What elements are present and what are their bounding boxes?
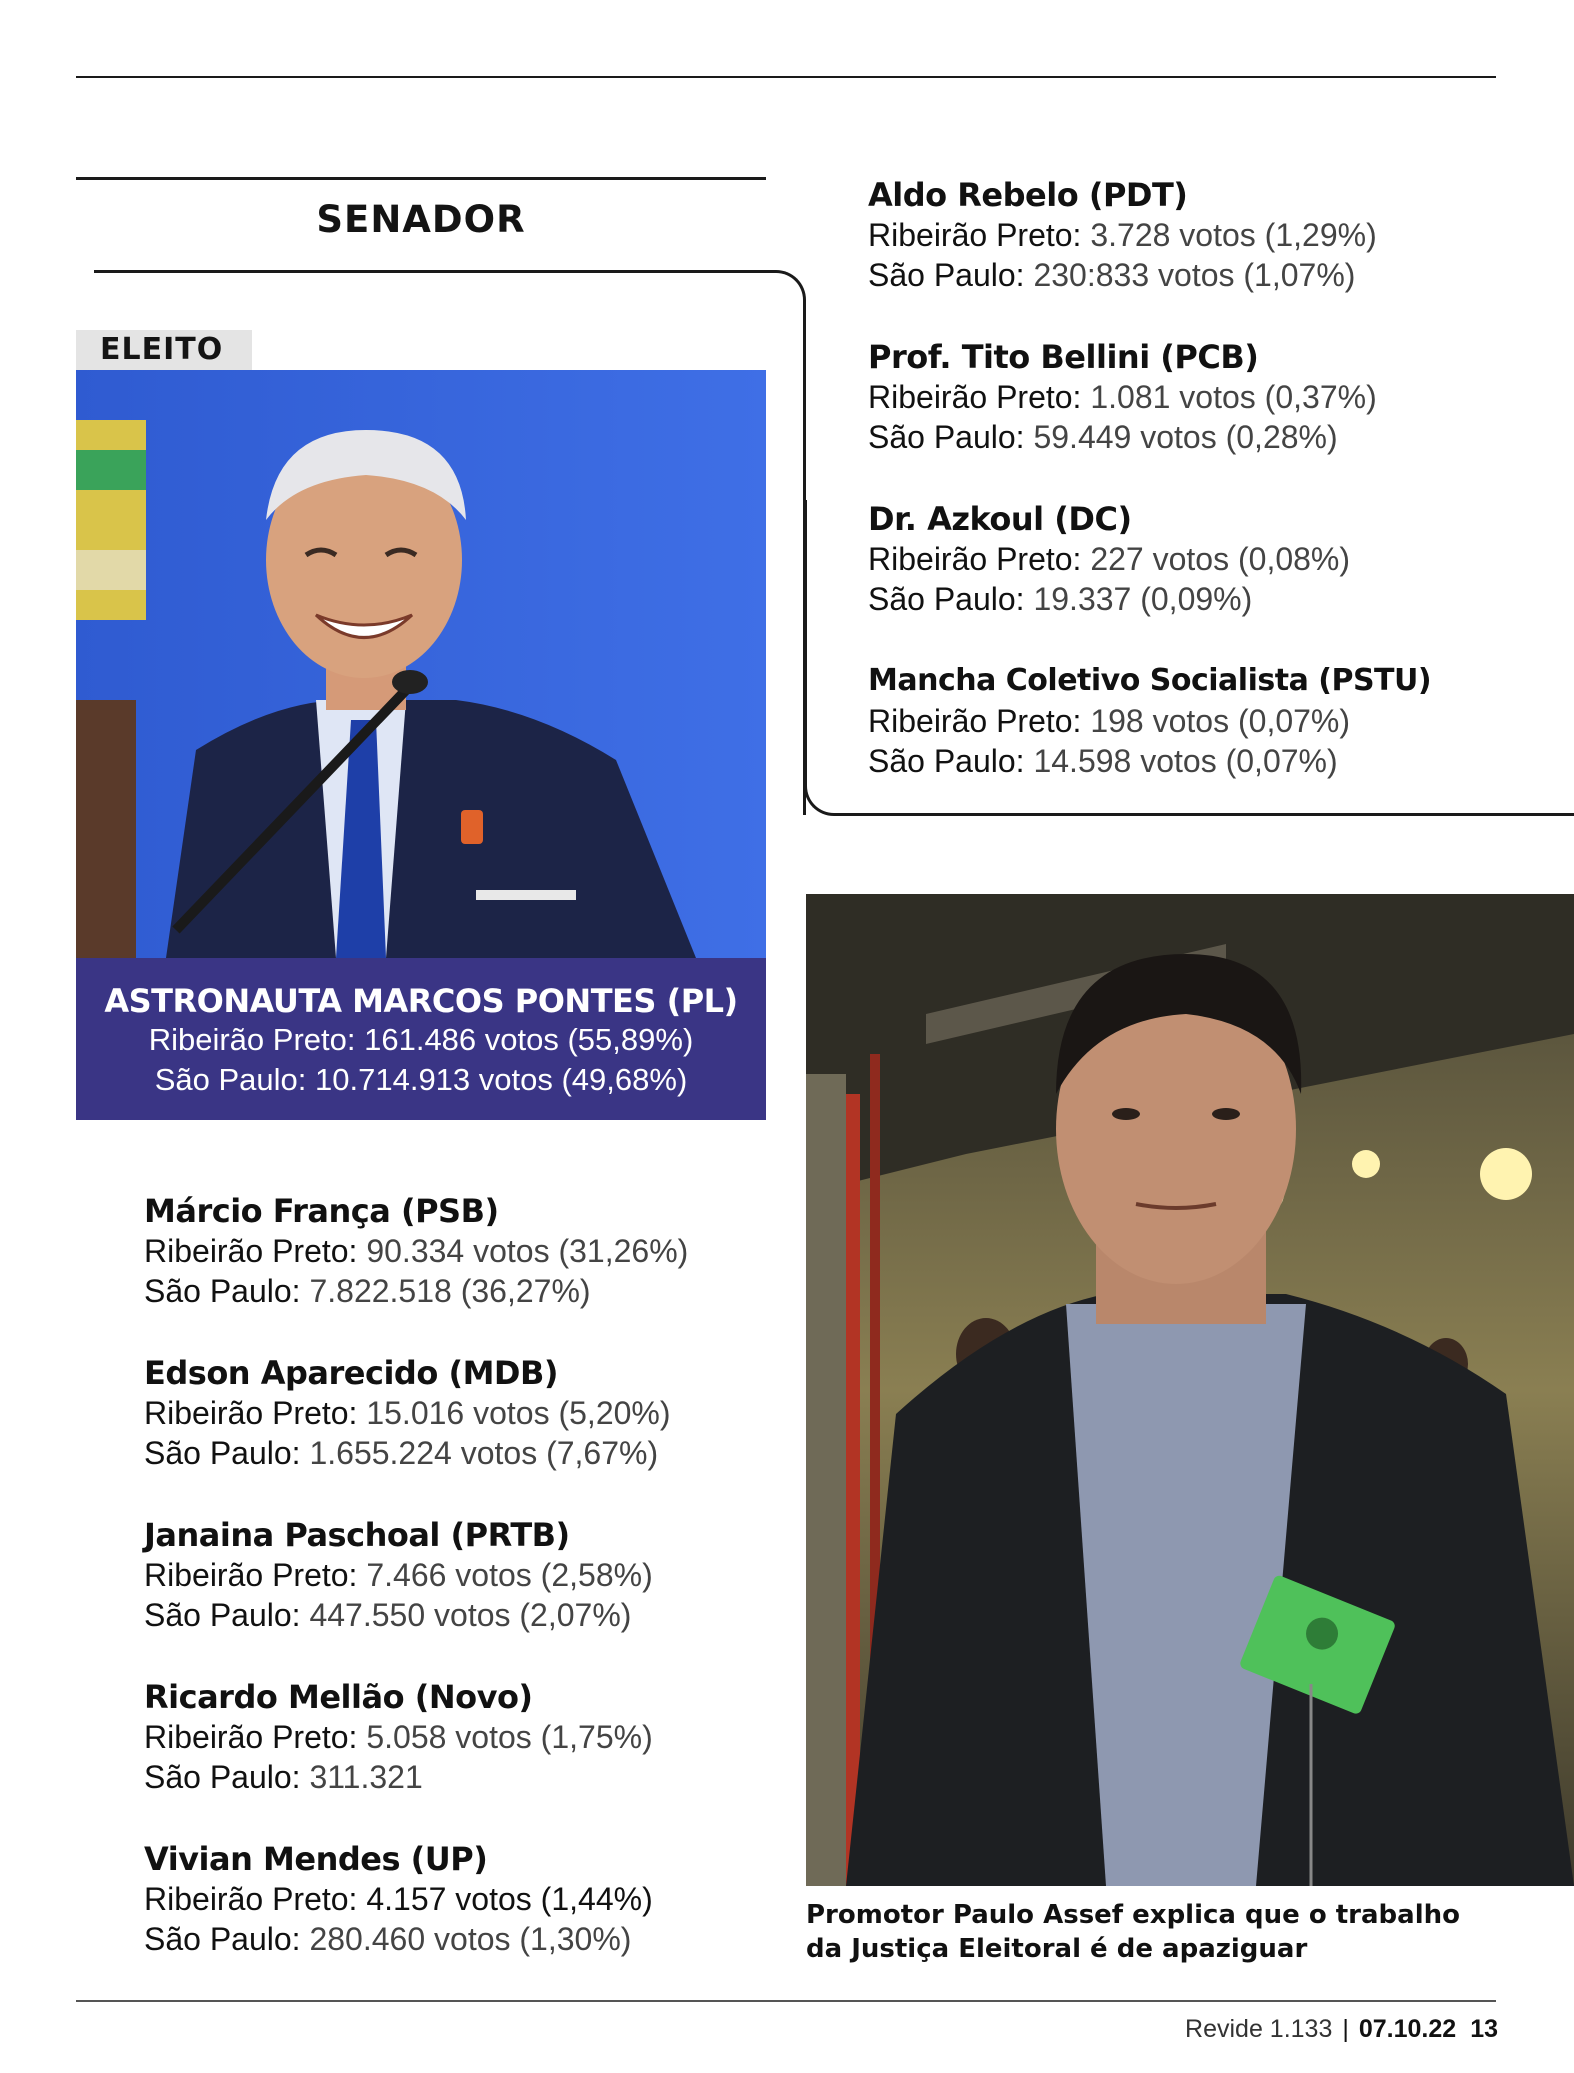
candidate-rp-line: Ribeirão Preto: 7.466 votos (2,58%): [144, 1557, 653, 1593]
candidate-rp-line: Ribeirão Preto: 90.334 votos (31,26%): [144, 1233, 689, 1269]
candidate-rp-line: Ribeirão Preto: 3.728 votos (1,29%): [868, 217, 1377, 253]
magazine-issue: Revide 1.133: [1185, 2015, 1333, 2043]
candidate-block: [144, 1677, 653, 1797]
candidate-block: [868, 175, 1377, 295]
candidate-rp-line: Ribeirão Preto: 4.157 votos (1,44%): [144, 1881, 653, 1917]
elected-candidate-caption: [76, 958, 766, 1120]
photo-caption-line-2: da Justiça Eleitoral é de apaziguar: [806, 1934, 1308, 1964]
candidate-name: Edson Aparecido (MDB): [144, 1354, 558, 1392]
candidate-sp-line: São Paulo: 14.598 votos (0,07%): [868, 743, 1338, 779]
footer-separator: |: [1342, 2015, 1349, 2043]
candidate-sp-line: São Paulo: 19.337 (0,09%): [868, 581, 1253, 617]
candidate-rp-line: Ribeirão Preto: 198 votos (0,07%): [868, 703, 1351, 739]
page-footer: [1185, 2015, 1498, 2044]
promotor-photo: [806, 894, 1574, 1886]
candidate-block: [144, 1839, 653, 1959]
top-rule: [76, 76, 1496, 78]
candidate-block: [144, 1515, 653, 1635]
candidate-block: [868, 661, 1431, 781]
candidate-name: Janaina Paschoal (PRTB): [144, 1516, 570, 1554]
photo-caption-line-1: Promotor Paulo Assef explica que o trabalho: [806, 1900, 1460, 1930]
candidate-sp-line: São Paulo: 59.449 votos (0,28%): [868, 419, 1338, 455]
candidate-sp-line: São Paulo: 280.460 votos (1,30%): [144, 1921, 632, 1957]
candidate-rp-line: Ribeirão Preto: 227 votos (0,08%): [868, 541, 1351, 577]
candidate-name: Prof. Tito Bellini (PCB): [868, 338, 1259, 376]
candidate-block: [868, 499, 1350, 619]
candidate-name: Dr. Azkoul (DC): [868, 500, 1132, 538]
candidate-rp-line: Ribeirão Preto: 5.058 votos (1,75%): [144, 1719, 653, 1755]
elected-sp-line: São Paulo: 10.714.913 votos (49,68%): [154, 1062, 688, 1097]
candidate-sp-line: São Paulo: 7.822.518 (36,27%): [144, 1273, 591, 1309]
candidate-sp-line: São Paulo: 447.550 votos (2,07%): [144, 1597, 632, 1633]
elected-candidate-name: ASTRONAUTA MARCOS PONTES (PL): [104, 982, 738, 1020]
elected-badge: ELEITO: [76, 330, 252, 370]
candidate-block: [144, 1353, 671, 1473]
candidate-name: Ricardo Mellão (Novo): [144, 1678, 533, 1716]
elected-rp-line: Ribeirão Preto: 161.486 votos (55,89%): [148, 1022, 694, 1057]
candidate-name: Aldo Rebelo (PDT): [868, 176, 1188, 214]
candidate-rp-line: Ribeirão Preto: 1.081 votos (0,37%): [868, 379, 1377, 415]
elected-candidate-photo: [76, 370, 766, 958]
candidate-sp-line: São Paulo: 230:833 votos (1,07%): [868, 257, 1356, 293]
bottom-rule: [76, 2000, 1496, 2002]
candidate-rp-line: Ribeirão Preto: 15.016 votos (5,20%): [144, 1395, 671, 1431]
candidate-name: Vivian Mendes (UP): [144, 1840, 488, 1878]
candidate-block: [144, 1191, 688, 1311]
candidate-name: Mancha Coletivo Socialista (PSTU): [868, 663, 1432, 698]
candidate-sp-line: São Paulo: 1.655.224 votos (7,67%): [144, 1435, 659, 1471]
page-number: 13: [1470, 2015, 1498, 2043]
section-title: SENADOR: [316, 198, 526, 241]
candidate-name: Márcio França (PSB): [144, 1192, 499, 1230]
issue-date: 07.10.22: [1358, 2015, 1457, 2043]
candidate-block: [868, 337, 1377, 457]
candidate-sp-line: São Paulo: 311.321: [144, 1759, 423, 1795]
photo-caption: [806, 1898, 1546, 1966]
section-rule: [76, 177, 766, 180]
